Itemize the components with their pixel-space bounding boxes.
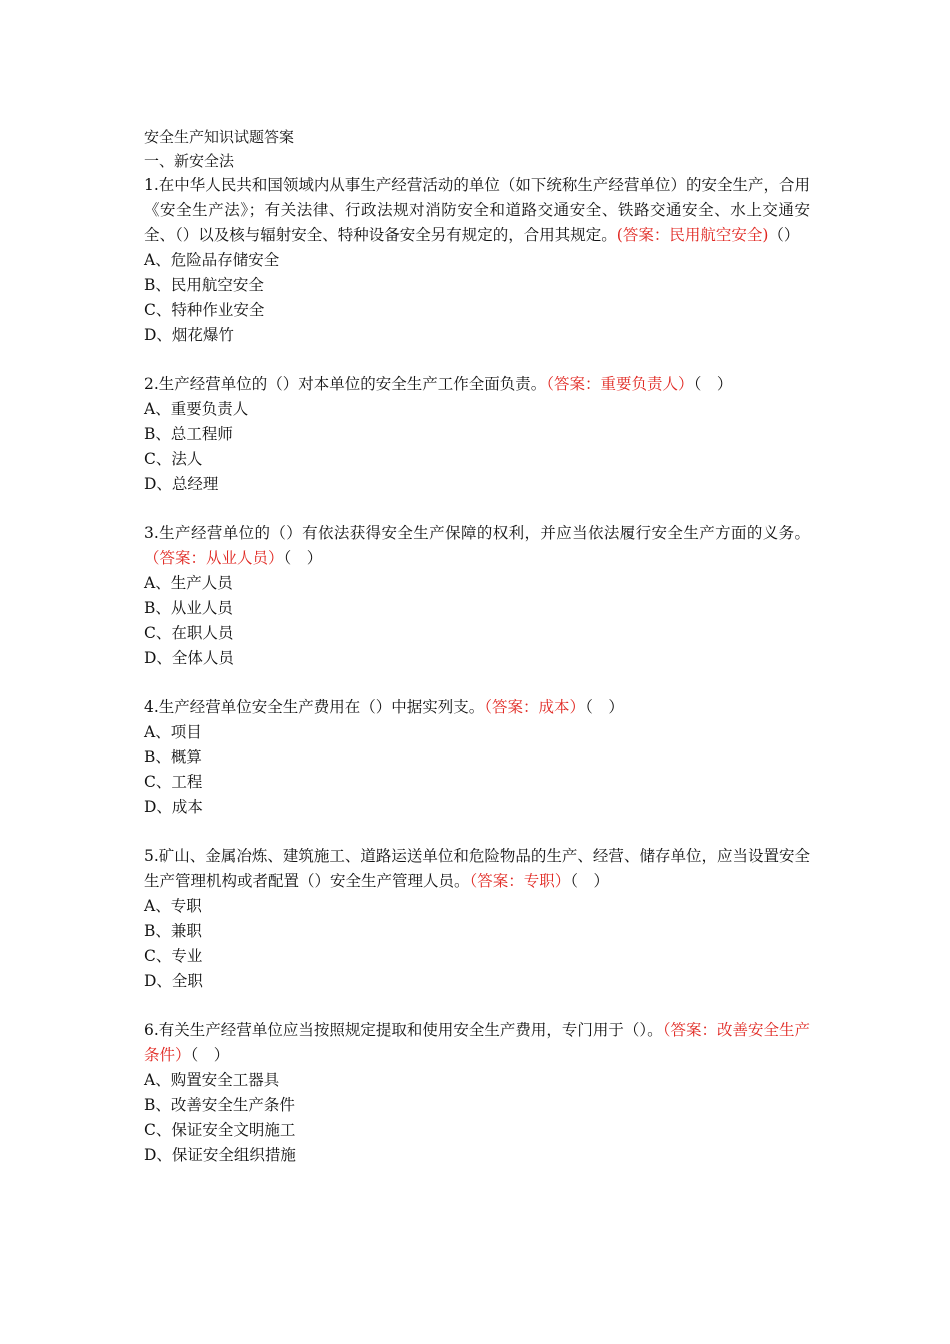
question-stem: 2.生产经营单位的（）对本单位的安全生产工作全面负责。 [144, 375, 547, 393]
option-d: D、保证安全组织措施 [144, 1146, 296, 1164]
option-d: D、全职 [144, 972, 203, 990]
option-a: A、重要负责人 [144, 400, 249, 418]
answer-blank: （ ） [570, 872, 610, 890]
option-a: A、专职 [144, 897, 202, 915]
option-c: C、工程 [144, 773, 203, 791]
question-text [144, 372, 810, 397]
question-1 [144, 173, 810, 348]
question-5 [144, 844, 810, 994]
answer-hint: （答案：改善安全生产条件） [144, 1021, 810, 1064]
question-3 [144, 521, 810, 671]
question-text [144, 173, 810, 248]
question-text [144, 1018, 810, 1068]
option-c: C、在职人员 [144, 624, 234, 642]
question-2 [144, 372, 810, 497]
answer-blank: （） [768, 226, 800, 244]
option-c: C、保证安全文明施工 [144, 1121, 296, 1139]
question-text [144, 521, 810, 571]
option-b: B、概算 [144, 748, 202, 766]
answer-hint: （答案：重要负责人） [546, 375, 694, 393]
option-d: D、成本 [144, 798, 203, 816]
option-d: D、全体人员 [144, 649, 234, 667]
option-c: C、法人 [144, 450, 203, 468]
answer-blank: （ ） [283, 549, 323, 567]
option-b: B、民用航空安全 [144, 276, 264, 294]
answer-hint: （答案：成本） [484, 698, 586, 716]
option-c: C、专业 [144, 947, 203, 965]
document-page [144, 125, 810, 1192]
answer-blank: （ ） [585, 698, 624, 716]
question-stem: 4.生产经营单位安全生产费用在（）中据实列支。 [144, 698, 485, 716]
question-4 [144, 695, 810, 820]
option-a: A、项目 [144, 723, 202, 741]
document-title: 安全生产知识试题答案 [144, 128, 295, 146]
answer-hint: （答案：专职） [469, 872, 571, 890]
option-b: B、改善安全生产条件 [144, 1096, 295, 1114]
option-b: B、兼职 [144, 922, 202, 940]
question-stem: 3.生产经营单位的（）有依法获得安全生产保障的权利，并应当依法履行安全生产方面的义务。 [144, 524, 810, 542]
option-a: A、购置安全工器具 [144, 1071, 280, 1089]
question-text [144, 695, 810, 720]
option-d: D、总经理 [144, 475, 219, 493]
answer-blank: （ ） [693, 375, 733, 393]
question-stem: 6.有关生产经营单位应当按照规定提取和使用安全生产费用，专门用于（）。 [144, 1021, 663, 1039]
question-stem: 1.在中华人民共和国领域内从事生产经营活动的单位（如下统称生产经营单位）的安全生产，合用《安全生产法》；有关法律、行政法规对消防安全和道路交通安全、铁路交通安全、水上交通安全、（）以及核与辐射安全、特种设备安全另有规定的，合用其规定。 [144, 176, 810, 244]
option-b: B、总工程师 [144, 425, 233, 443]
option-a: A、危险品存储安全 [144, 251, 280, 269]
answer-blank: （ ） [190, 1046, 230, 1064]
option-a: A、生产人员 [144, 574, 233, 592]
option-c: C、特种作业安全 [144, 301, 265, 319]
answer-hint: （答案：从业人员） [144, 549, 284, 567]
question-stem: 5.矿山、金属冶炼、建筑施工、道路运送单位和危险物品的生产、经营、储存单位，应当设置安全生产管理机构或者配置（）安全生产管理人员。 [144, 847, 810, 890]
option-b: B、从业人员 [144, 599, 233, 617]
section-title: 一、新安全法 [144, 152, 235, 170]
question-6 [144, 1018, 810, 1168]
answer-hint: (答案：民用航空安全) [616, 226, 769, 244]
question-text [144, 844, 810, 894]
option-d: D、烟花爆竹 [144, 326, 234, 344]
